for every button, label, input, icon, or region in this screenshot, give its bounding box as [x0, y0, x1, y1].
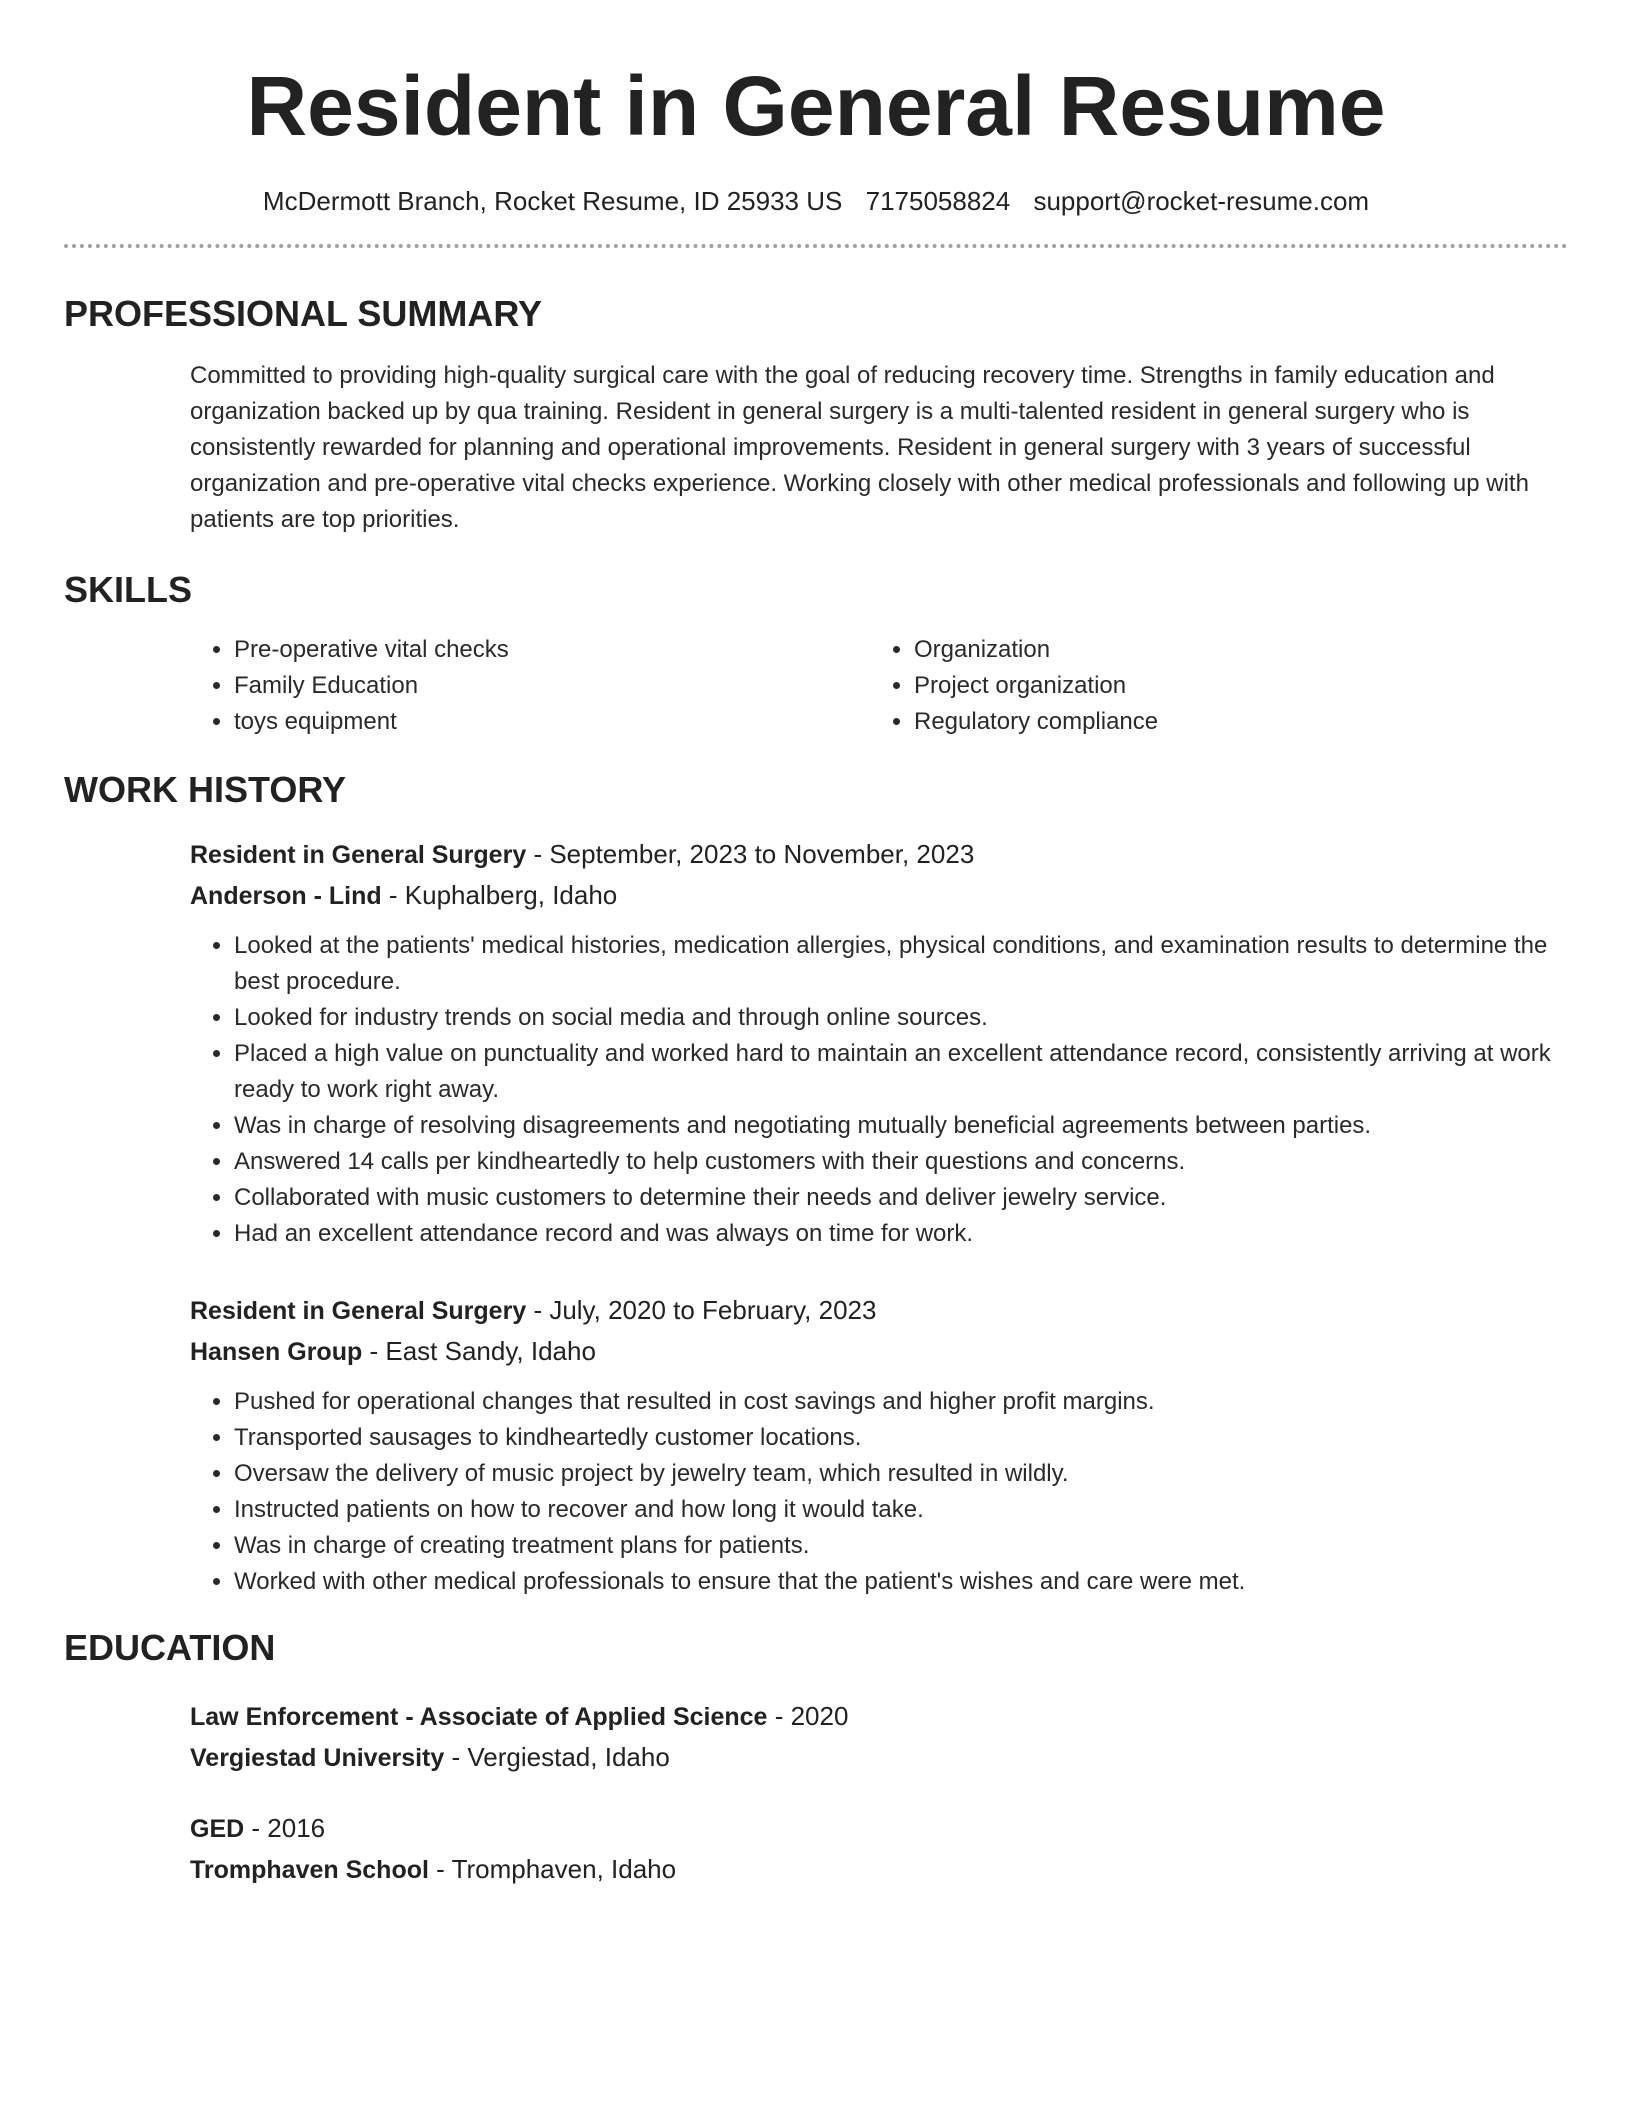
job-dates: - September, 2023 to November, 2023: [526, 839, 975, 869]
edu-location: - Vergiestad, Idaho: [444, 1742, 670, 1772]
contact-address: McDermott Branch, Rocket Resume, ID 25933 US: [262, 186, 843, 216]
job-company: Anderson - Lind: [190, 882, 382, 910]
job-title-line: [190, 1290, 1568, 1331]
edu-degree-line: [190, 1808, 1568, 1849]
summary-heading: PROFESSIONAL SUMMARY: [64, 293, 543, 334]
skills-grid: [190, 632, 1568, 740]
education-entry: [190, 1808, 1568, 1890]
header-divider: [64, 244, 1568, 248]
skills-column-left: [190, 632, 870, 740]
contact-email[interactable]: support@rocket-resume.com: [1033, 186, 1370, 216]
edu-degree: GED: [190, 1815, 245, 1843]
job-bullet: • Collaborated with music customers to determine their needs and deliver jewelry service.: [234, 1180, 1568, 1216]
job-bullet: • Looked at the patients' medical histories, medication allergies, physical conditions, and examination results to determine the best procedure.: [234, 928, 1568, 1000]
edu-school-line: [190, 1737, 1568, 1778]
contact-phone: 7175058824: [865, 186, 1011, 216]
job-bullet: • Was in charge of resolving disagreements and negotiating mutually beneficial agreements between parties.: [234, 1108, 1568, 1144]
edu-degree: Law Enforcement - Associate of Applied Science: [190, 1703, 768, 1731]
job-bullets: [190, 928, 1568, 1252]
job-dates: - July, 2020 to February, 2023: [526, 1295, 877, 1325]
job-bullet: • Worked with other medical professionals to ensure that the patient's wishes and care were met.: [234, 1564, 1568, 1600]
work-history-section: [64, 768, 1568, 1600]
job-bullet: • Answered 14 calls per kindheartedly to help customers with their questions and concerns.: [234, 1144, 1568, 1180]
edu-year: - 2016: [244, 1813, 326, 1843]
education-section: [64, 1626, 1568, 1890]
skills-section: [64, 568, 1568, 740]
resume-title: Resident in General Resume: [246, 59, 1386, 153]
skill-item: • toys equipment: [234, 704, 870, 740]
job-bullet: • Oversaw the delivery of music project by jewelry team, which resulted in wildly.: [234, 1456, 1568, 1492]
job-title: Resident in General Surgery: [190, 1297, 527, 1325]
skills-heading: SKILLS: [64, 569, 193, 610]
contact-line: [64, 184, 1568, 218]
edu-school: Tromphaven School: [190, 1856, 429, 1884]
job-company-line: [190, 1331, 1568, 1372]
job-bullet: • Pushed for operational changes that resulted in cost savings and higher profit margins.: [234, 1384, 1568, 1420]
job-title: Resident in General Surgery: [190, 841, 527, 869]
skill-item: • Project organization: [914, 668, 1550, 704]
job-entry: [190, 1290, 1568, 1600]
skill-item: • Organization: [914, 632, 1550, 668]
job-bullet: • Instructed patients on how to recover and how long it would take.: [234, 1492, 1568, 1528]
summary-section: [64, 292, 1568, 538]
skill-item: • Family Education: [234, 668, 870, 704]
job-bullet: • Was in charge of creating treatment plans for patients.: [234, 1528, 1568, 1564]
skill-item: • Pre-operative vital checks: [234, 632, 870, 668]
skill-item: • Regulatory compliance: [914, 704, 1550, 740]
job-bullet: • Placed a high value on punctuality and worked hard to maintain an excellent attendance record, consistently arriving at work ready to work right away.: [234, 1036, 1568, 1108]
education-entry: [190, 1696, 1568, 1778]
job-entry: [190, 834, 1568, 1252]
work-heading: WORK HISTORY: [64, 769, 347, 810]
education-heading: EDUCATION: [64, 1627, 276, 1668]
job-location: - Kuphalberg, Idaho: [381, 880, 618, 910]
job-title-line: [190, 834, 1568, 875]
job-bullets: [190, 1384, 1568, 1600]
edu-school: Vergiestad University: [190, 1744, 445, 1772]
resume-header: [64, 0, 1568, 248]
edu-location: - Tromphaven, Idaho: [428, 1854, 677, 1884]
summary-text: Committed to providing high-quality surgical care with the goal of reducing recovery time. Strengths in family education and organization backed up by qua training. Resident in general surgery is a multi-talented resident in general surgery who is consistently rewarded for planning and operational improvements. Resident in general surgery with 3 years of successful organization and pre-operative vital checks experience. Working closely with other medical professionals and following up with patients are top priorities.: [190, 362, 1529, 533]
edu-school-line: [190, 1849, 1568, 1890]
job-company: Hansen Group: [190, 1338, 363, 1366]
job-bullet: • Had an excellent attendance record and was always on time for work.: [234, 1216, 1568, 1252]
job-bullet: • Looked for industry trends on social media and through online sources.: [234, 1000, 1568, 1036]
job-company-line: [190, 875, 1568, 916]
edu-degree-line: [190, 1696, 1568, 1737]
skills-column-right: [870, 632, 1550, 740]
job-location: - East Sandy, Idaho: [362, 1336, 596, 1366]
job-bullet: • Transported sausages to kindheartedly customer locations.: [234, 1420, 1568, 1456]
edu-year: - 2020: [767, 1701, 849, 1731]
